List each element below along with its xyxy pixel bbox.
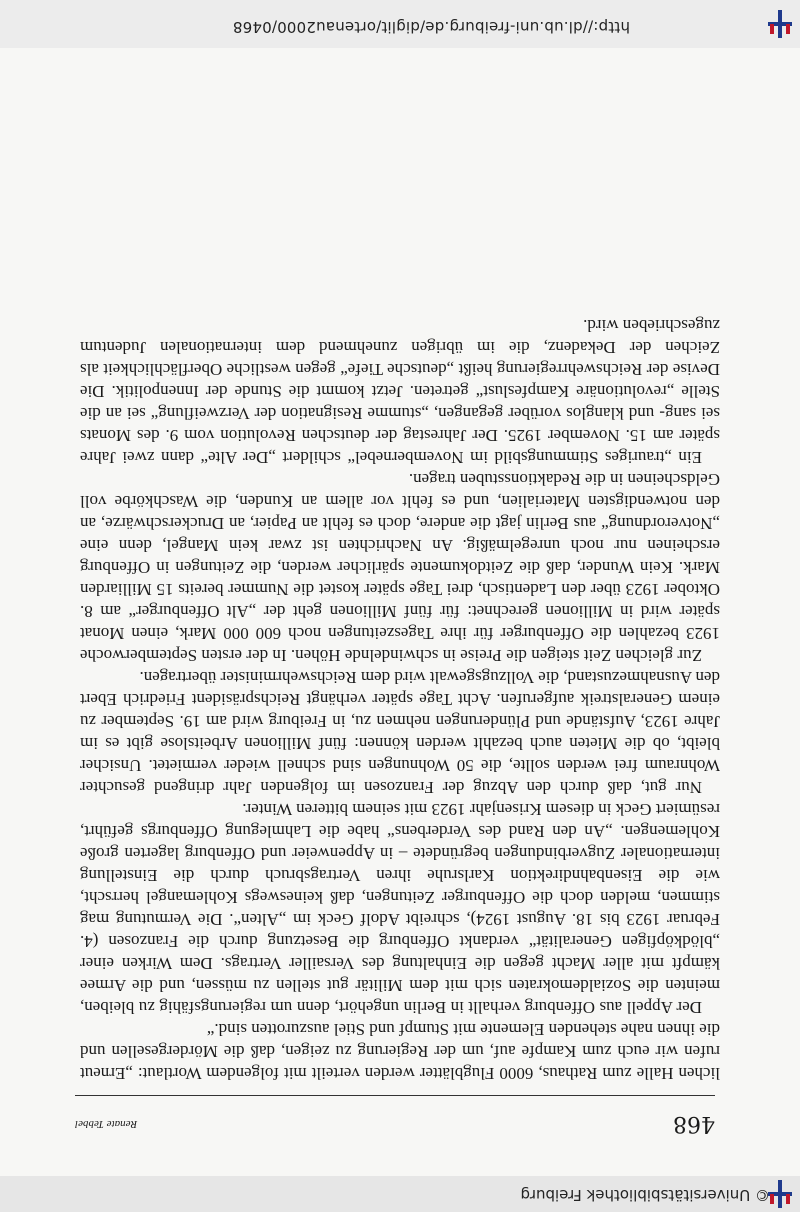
body-text <box>80 314 720 1084</box>
url-bar-bottom <box>0 0 800 48</box>
paragraph: Zur gleichen Zeit steigen die Preise in schwindelnde Höhen. In der ersten Septemberwoche 1923 bezahlen die Offenburger für ihre Tageszeitungen noch 600 000 Mark, einen Monat später wird in Millionen gerechnet: für fünf Millionen geht der „Alt Offenburger“ am 8. Oktober 1923 über den Ladentisch, drei Tage später kostet die Nummer bereits 15 Milliarden Mark. Kein Wunder, daß die Zeitdokumente spärlicher werden, die Zeitungen in Offenburg erscheinen nur noch unregelmäßig. An Nachrichten ist zwar kein Mangel, denn eine „Notverordnung“ aus Berlin jagt die andere, doch es fehlt an Papier, an Druckerschwärze, an den notwendigsten Materialien, und es fehlt vor allem an Kunden, die Waschkörbe voll Geldscheinen in die Redaktionsstuben tragen. <box>80 470 720 665</box>
source-url[interactable]: http://dl.ub.uni-freiburg.de/diglit/ortenau2000/0468 <box>232 18 630 36</box>
page-number: 468 <box>673 1111 715 1136</box>
page-header <box>75 1095 715 1136</box>
paragraph: Nur gut, daß durch den Abzug der Franzosen im folgenden Jahr dringend gesuchter Wohnraum frei werden sollte, die 50 Wohnungen sind schnell wieder vermietet. Unsicher bleibt, ob die Mieten auch bezahlt werden können: fünf Millionen Arbeitslose gibt es im Jahre 1923, Aufstände und Plünderungen nehmen zu, in Freiburg wird am 19. September zu einem Generalstreik aufgerufen. Acht Tage später verhängt Reichspräsident Friedrich Ebert den Ausnahmezustand, die Vollzugsgewalt wird dem Reichswehrminister übertragen. <box>80 668 720 797</box>
paragraph: Ein „trauriges Stimmungsbild im Novembernebel“ schildert „Der Alte“ dann zwei Jahre später am 15. November 1925. Der Jahrestag der deutschen Revolution vom 9. des Monats sei sang- und klanglos vorüber gegangen, „stumme Resignation der Verzweiflung“ sei an die Stelle „revolutionäre Kampfeslust“ getreten. Jetzt kommt die Stunde der Innenpolitik. Die Devise der Reichswehrregierung heißt „deutsche Tiefe“ gegen westliche Oberflächlichkeit als Zeichen der Dekadenz, die im übrigen zunehmend dem internationalen Judentum zugeschrieben wird. <box>80 316 720 467</box>
library-logo-icon <box>760 10 800 38</box>
running-head: Renate Tebbel <box>75 1118 138 1130</box>
copyright-text-top: © Universitätsbibliothek Freiburg <box>520 1186 770 1204</box>
copyright-bar-top <box>0 1176 800 1212</box>
paragraph: Der Appell aus Offenburg verhallt in Berlin ungehört, denn um regierungsfähig zu bleiben, meinten die Sozialdemokraten sich mit dem Militär gut stellen zu müssen, und die Armee kämpft mit aller Macht gegen die Einhaltung des Versailler Vertrags. Dem Wirken einer „blödköpfigen Generalität“ verdankt Offenburg die Besetzung durch die Franzosen (4. Februar 1923 bis 18. August 1924), schreibt Adolf Geck im „Alten“. Die Vermutung mag stimmen, melden doch die Offenburger Zeitungen, daß keineswegs Kohlemangel herrscht, wie die Eisenbahndirektion Karlsruhe ihren Vertragsbruch durch die Einstellung internationaler Zugverbindungen begründete – in Appenweier und Offenburg lagerten große Kohlemengen. „An den Rand des Verderbens“ habe die Lahmlegung Offenburgs geführt, resümiert Geck in diesem Krisenjahr 1923 mit seinem bitteren Winter. <box>80 800 720 1017</box>
paragraph: lichen Halle zum Rathaus, 6000 Flugblätter werden verteilt mit folgendem Wortlaut: „Erneut rufen wir euch zum Kampfe auf, um der Regierung zu zeigen, daß die Mördergesellen und die ihnen nahe stehenden Elemente mit Stumpf und Stiel auszurotten sind.“ <box>80 1020 720 1083</box>
